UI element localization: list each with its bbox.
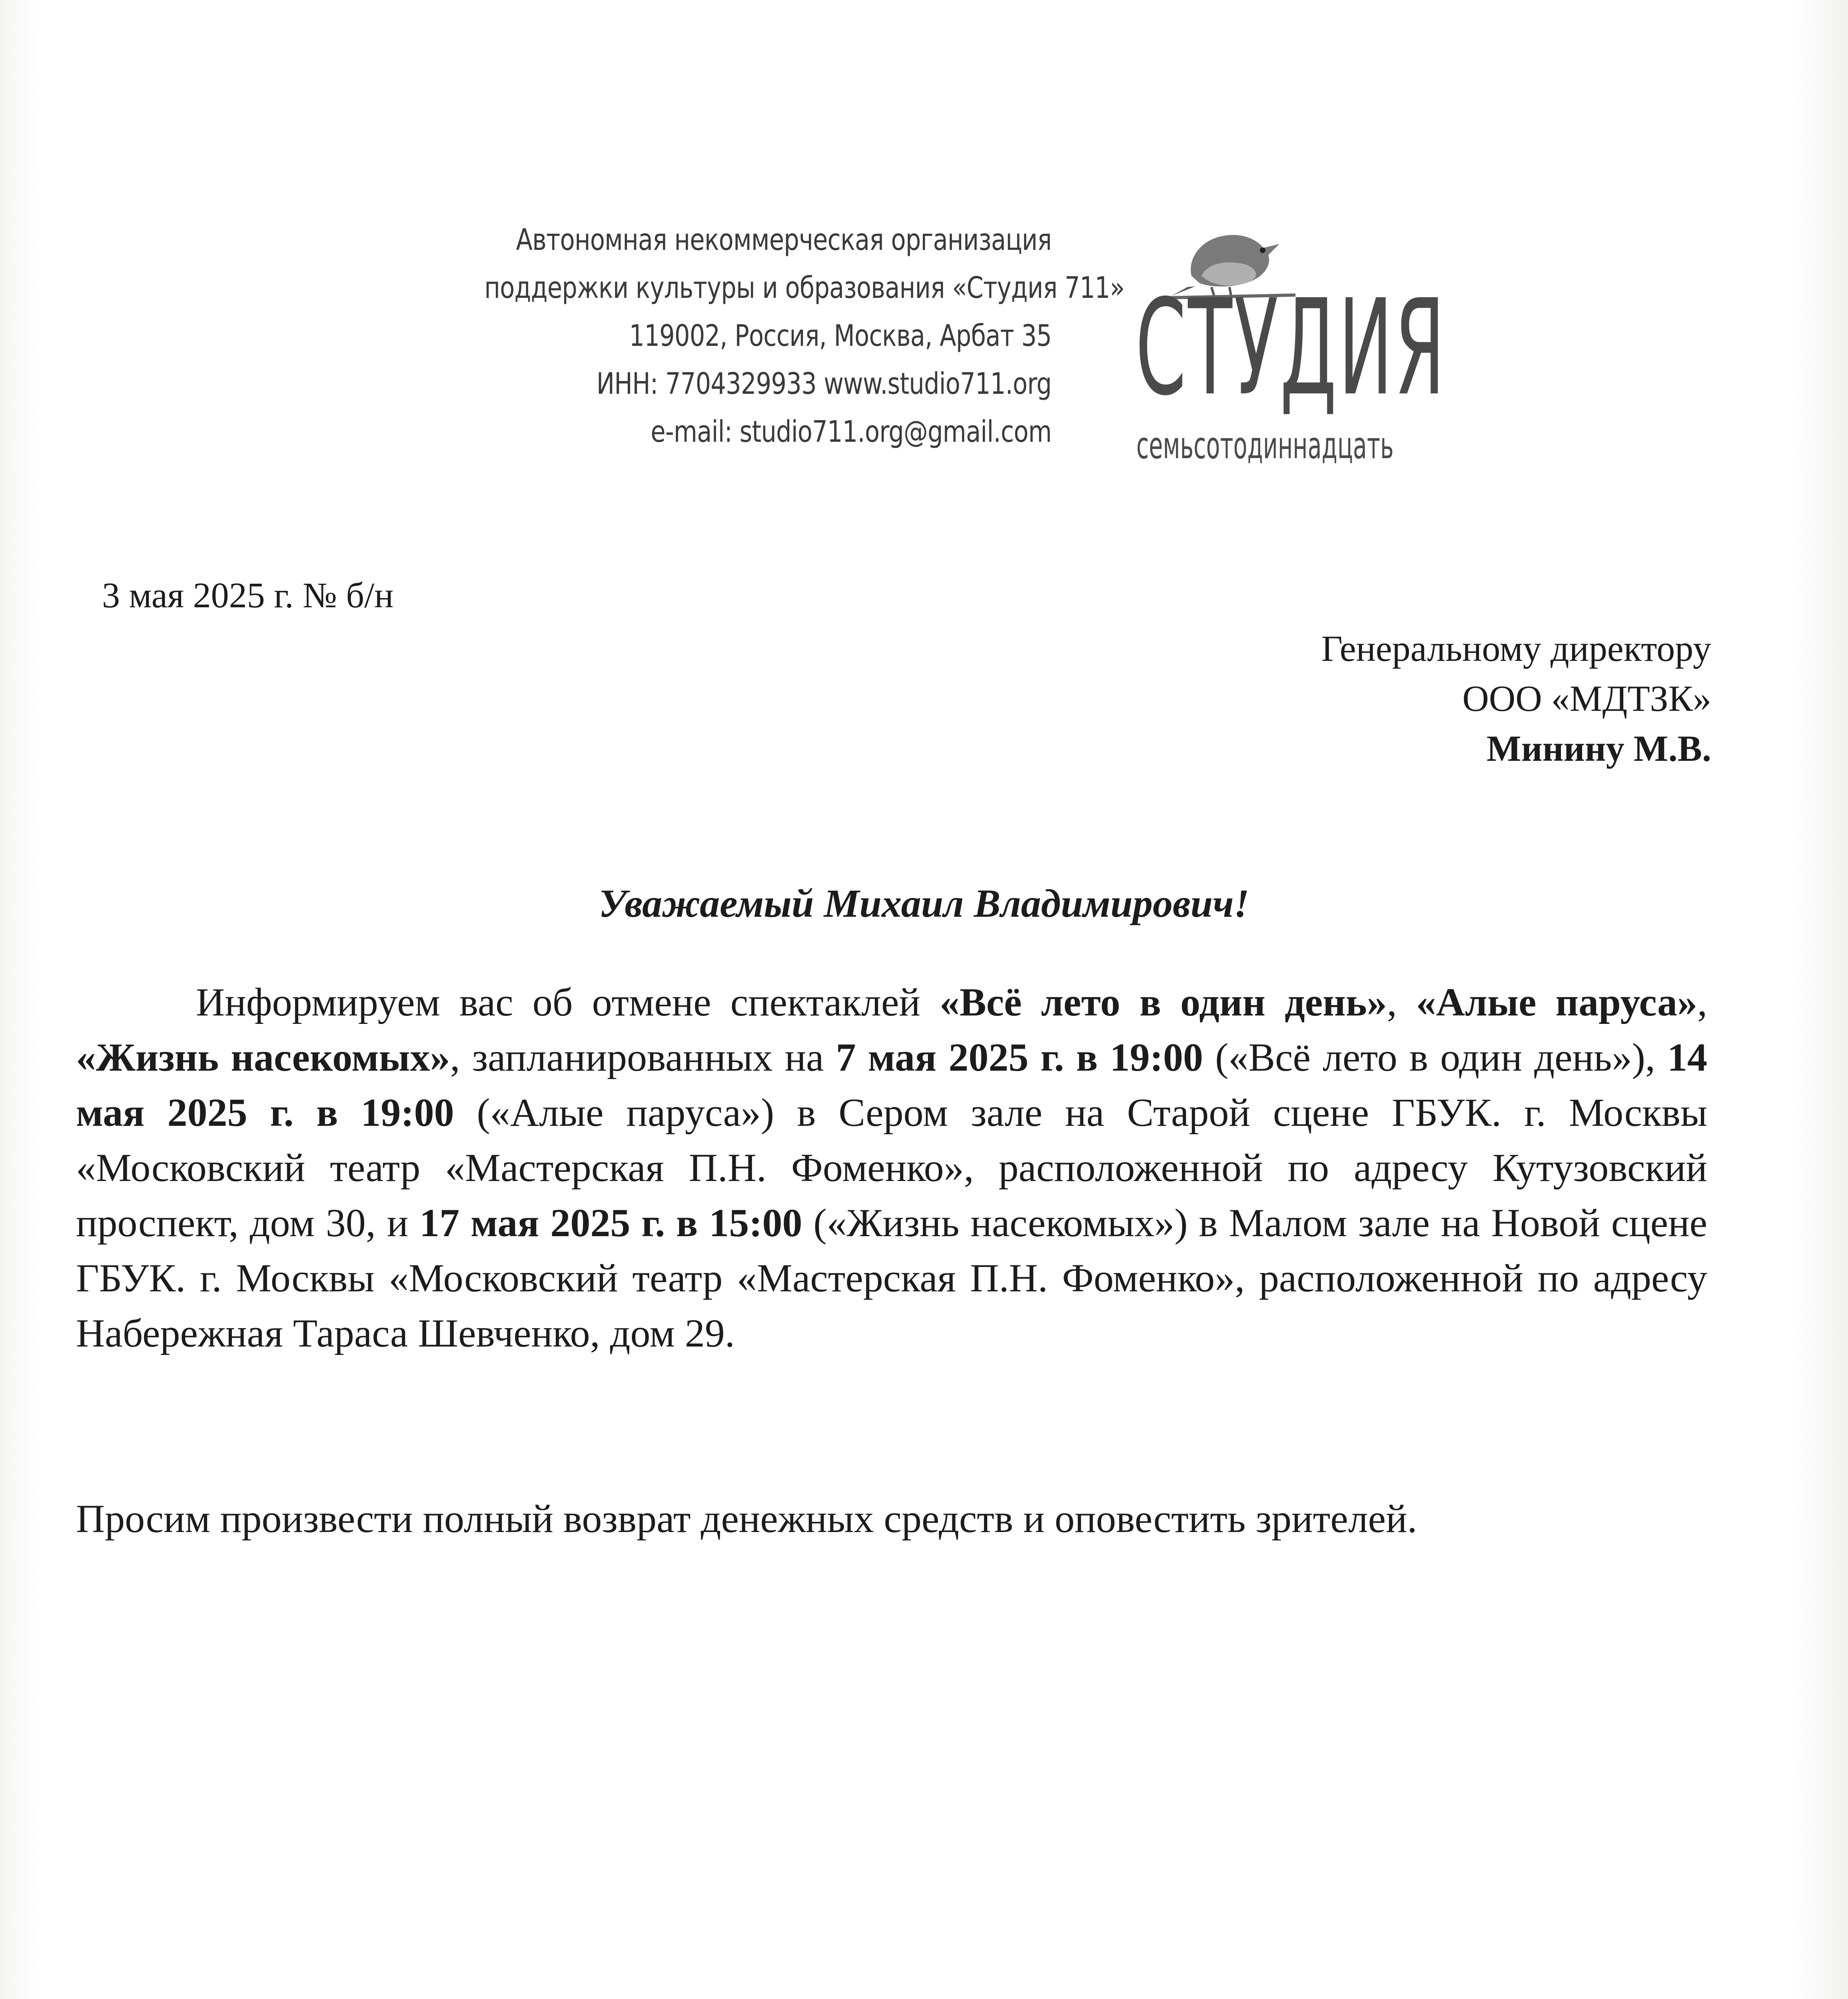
logo-title: СТУДИЯ (1136, 271, 1447, 425)
show-datetime-3: 17 мая 2025 г. в 15:00 (419, 1201, 802, 1245)
studio-logo (1136, 216, 1479, 467)
addressee-position: Генеральному директору (1321, 628, 1711, 669)
org-email: e-mail: studio711.org@gmail.com (651, 415, 1052, 449)
show-datetime-1: 7 мая 2025 г. в 19:00 (836, 1035, 1203, 1079)
addressee-company: ООО «МДТЗК» (1462, 678, 1711, 719)
letter-date-number: 3 мая 2025 г. № б/н (102, 576, 394, 615)
org-inn-website: ИНН: 7704329933 www.studio711.org (596, 367, 1052, 401)
org-address: 119002, Россия, Москва, Арбат 35 (629, 319, 1052, 353)
body-paragraph-2: Просим произвести полный возврат денежных средств и оповестить зрителей. (76, 1496, 1417, 1541)
play-title-1: «Всё лето в один день» (940, 980, 1387, 1024)
p1-text-6: («Алые паруса») в Сером зале на Старой сцене ГБУК. г. Москвы «Московский театр «Мастерская П.Н. Фоменко», расположенной по адресу Кутузовский проспект, дом 30, и (76, 1090, 1708, 1245)
organization-stamp (340, 1983, 740, 1999)
p1-text-1: Информируем вас об отмене спектаклей (196, 980, 940, 1024)
play-title-3: «Жизнь насекомых» (76, 1035, 450, 1079)
play-title-2: «Алые паруса» (1416, 980, 1698, 1024)
p1-text-4: , запланированных на (450, 1035, 836, 1079)
body-paragraph-1 (76, 975, 1707, 1361)
p1-text-2: , (1387, 980, 1416, 1024)
p1-text-7: («Жизнь насекомых») в Малом зале на Новой сцене ГБУК. г. Москвы «Московский театр «Мастерская П.Н. Фоменко», расположенной по адресу Набережная Тараса Шевченко, дом 29. (76, 1201, 1707, 1355)
salutation: Уважаемый Михаил Владимирович! (599, 881, 1249, 926)
addressee-block (992, 624, 1711, 774)
p1-text-5: («Всё лето в один день»), (1203, 1035, 1668, 1079)
logo-subtitle: семьсотодиннадцать (1136, 424, 1394, 467)
org-name-line1: Автономная некоммерческая организация (516, 223, 1052, 257)
show-datetime-2: 14 мая 2025 г. в 19:00 (76, 1035, 1708, 1135)
p1-text-3: , (1697, 980, 1708, 1024)
letterhead-info (484, 216, 1125, 456)
addressee-name: Минину М.В. (1486, 728, 1711, 769)
org-name-line2: поддержки культуры и образования «Студия 711» (484, 271, 1125, 305)
